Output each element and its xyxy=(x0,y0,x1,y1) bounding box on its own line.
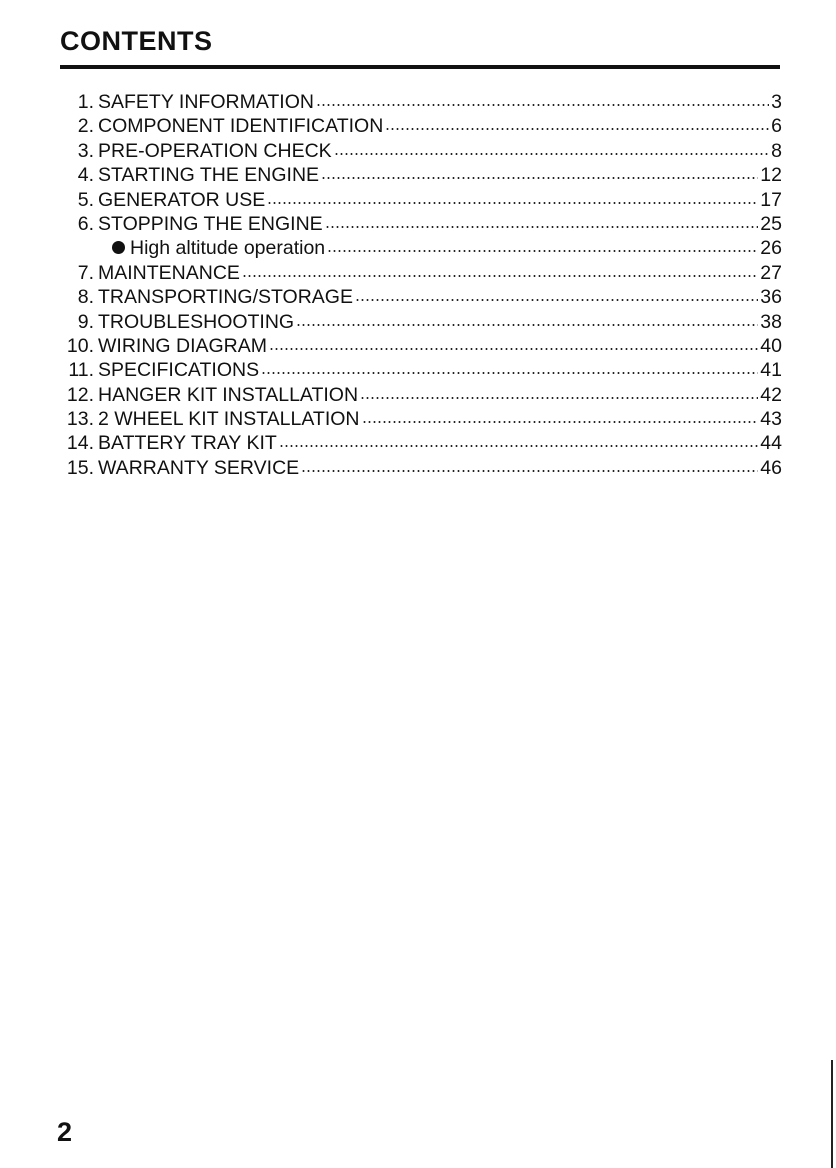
toc-item-label: STOPPING THE ENGINE xyxy=(98,212,323,235)
page-title: CONTENTS xyxy=(60,26,213,56)
toc-item-number: 4. xyxy=(77,164,94,187)
dot-leader xyxy=(360,396,758,400)
toc-item-number: 8. xyxy=(77,286,94,309)
toc-item-number: 13. xyxy=(66,408,94,431)
toc-item-label: STARTING THE ENGINE xyxy=(98,164,320,187)
toc-item-high-altitude-operation[interactable] xyxy=(52,236,782,260)
toc-item-page: 43 xyxy=(760,408,782,431)
toc-item-pre-operation-check[interactable] xyxy=(52,139,782,163)
toc-item-wiring-diagram[interactable] xyxy=(52,334,782,358)
toc-item-label: TRANSPORTING/STORAGE xyxy=(98,286,353,309)
toc-item-page: 41 xyxy=(760,359,782,382)
toc-item-troubleshooting[interactable] xyxy=(52,310,782,334)
toc-item-label: High altitude operation xyxy=(130,237,326,260)
page-number: 2 xyxy=(57,1117,73,1147)
table-of-contents xyxy=(52,90,782,480)
toc-item-number: 1. xyxy=(77,91,94,113)
toc-item-label: 2 WHEEL KIT INSTALLATION xyxy=(98,408,360,431)
bullet-icon xyxy=(112,241,125,254)
toc-item-page: 26 xyxy=(760,237,782,260)
toc-item-number: 11. xyxy=(68,359,94,382)
toc-item-label: WARRANTY SERVICE xyxy=(98,456,300,479)
dot-leader xyxy=(321,176,758,180)
toc-item-page: 12 xyxy=(760,164,782,187)
toc-item-page: 27 xyxy=(760,261,782,284)
dot-leader xyxy=(325,225,759,229)
toc-item-generator-use[interactable] xyxy=(52,188,782,212)
toc-item-hanger-kit-installation[interactable] xyxy=(52,383,782,407)
toc-item-number: 7. xyxy=(77,261,94,284)
toc-item-transporting-storage[interactable] xyxy=(52,285,782,309)
toc-item-number: 6. xyxy=(77,212,94,235)
toc-item-label: MAINTENANCE xyxy=(98,261,240,284)
toc-item-label: WIRING DIAGRAM xyxy=(98,334,267,357)
dot-leader xyxy=(385,127,769,131)
dot-leader xyxy=(242,274,758,278)
dot-leader xyxy=(269,347,758,351)
toc-item-maintenance[interactable] xyxy=(52,261,782,285)
toc-item-page: 3 xyxy=(771,91,782,113)
toc-item-page: 8 xyxy=(771,139,782,162)
toc-item-label-wrapper xyxy=(98,236,325,260)
dot-leader xyxy=(279,444,758,448)
page-edge-line xyxy=(831,1060,833,1168)
toc-item-page: 46 xyxy=(760,456,782,479)
dot-leader xyxy=(355,298,758,302)
toc-item-page: 40 xyxy=(760,334,782,357)
dot-leader xyxy=(334,152,769,156)
toc-item-battery-tray-kit[interactable] xyxy=(52,431,782,455)
dot-leader xyxy=(267,201,758,205)
toc-item-starting-the-engine[interactable] xyxy=(52,163,782,187)
dot-leader xyxy=(362,420,759,424)
dot-leader xyxy=(301,469,758,473)
toc-item-label: PRE-OPERATION CHECK xyxy=(98,139,332,162)
toc-item-page: 17 xyxy=(760,188,782,211)
dot-leader xyxy=(296,323,758,327)
toc-item-number: 5. xyxy=(77,188,94,211)
toc-item-safety-information[interactable] xyxy=(52,90,782,114)
title-divider xyxy=(60,65,780,69)
toc-item-number: 2. xyxy=(77,115,94,138)
toc-item-page: 38 xyxy=(760,310,782,333)
toc-item-number: 12. xyxy=(66,383,94,406)
toc-item-number: 10. xyxy=(66,334,94,357)
toc-item-page: 6 xyxy=(771,115,782,138)
toc-item-page: 25 xyxy=(760,212,782,235)
toc-item-stopping-the-engine[interactable] xyxy=(52,212,782,236)
toc-item-warranty-service[interactable] xyxy=(52,456,782,480)
toc-item-label: COMPONENT IDENTIFICATION xyxy=(98,115,384,138)
toc-item-label: HANGER KIT INSTALLATION xyxy=(98,383,359,406)
toc-item-page: 44 xyxy=(760,432,782,455)
toc-item-label: TROUBLESHOOTING xyxy=(98,310,295,333)
toc-item-number: 15. xyxy=(66,456,94,479)
toc-item-label: BATTERY TRAY KIT xyxy=(98,432,277,455)
dot-leader xyxy=(316,103,769,107)
toc-item-2-wheel-kit-installation[interactable] xyxy=(52,407,782,431)
toc-item-label: SAFETY INFORMATION xyxy=(98,91,314,113)
toc-item-number: 14. xyxy=(66,432,94,455)
toc-item-number: 3. xyxy=(77,139,94,162)
toc-item-number: 9. xyxy=(77,310,94,333)
toc-item-specifications[interactable] xyxy=(52,358,782,382)
dot-leader xyxy=(327,249,758,253)
toc-item-component-identification[interactable] xyxy=(52,114,782,138)
toc-item-label: SPECIFICATIONS xyxy=(98,359,260,382)
toc-item-page: 36 xyxy=(760,286,782,309)
toc-item-page: 42 xyxy=(760,383,782,406)
toc-item-label: GENERATOR USE xyxy=(98,188,266,211)
dot-leader xyxy=(261,371,758,375)
